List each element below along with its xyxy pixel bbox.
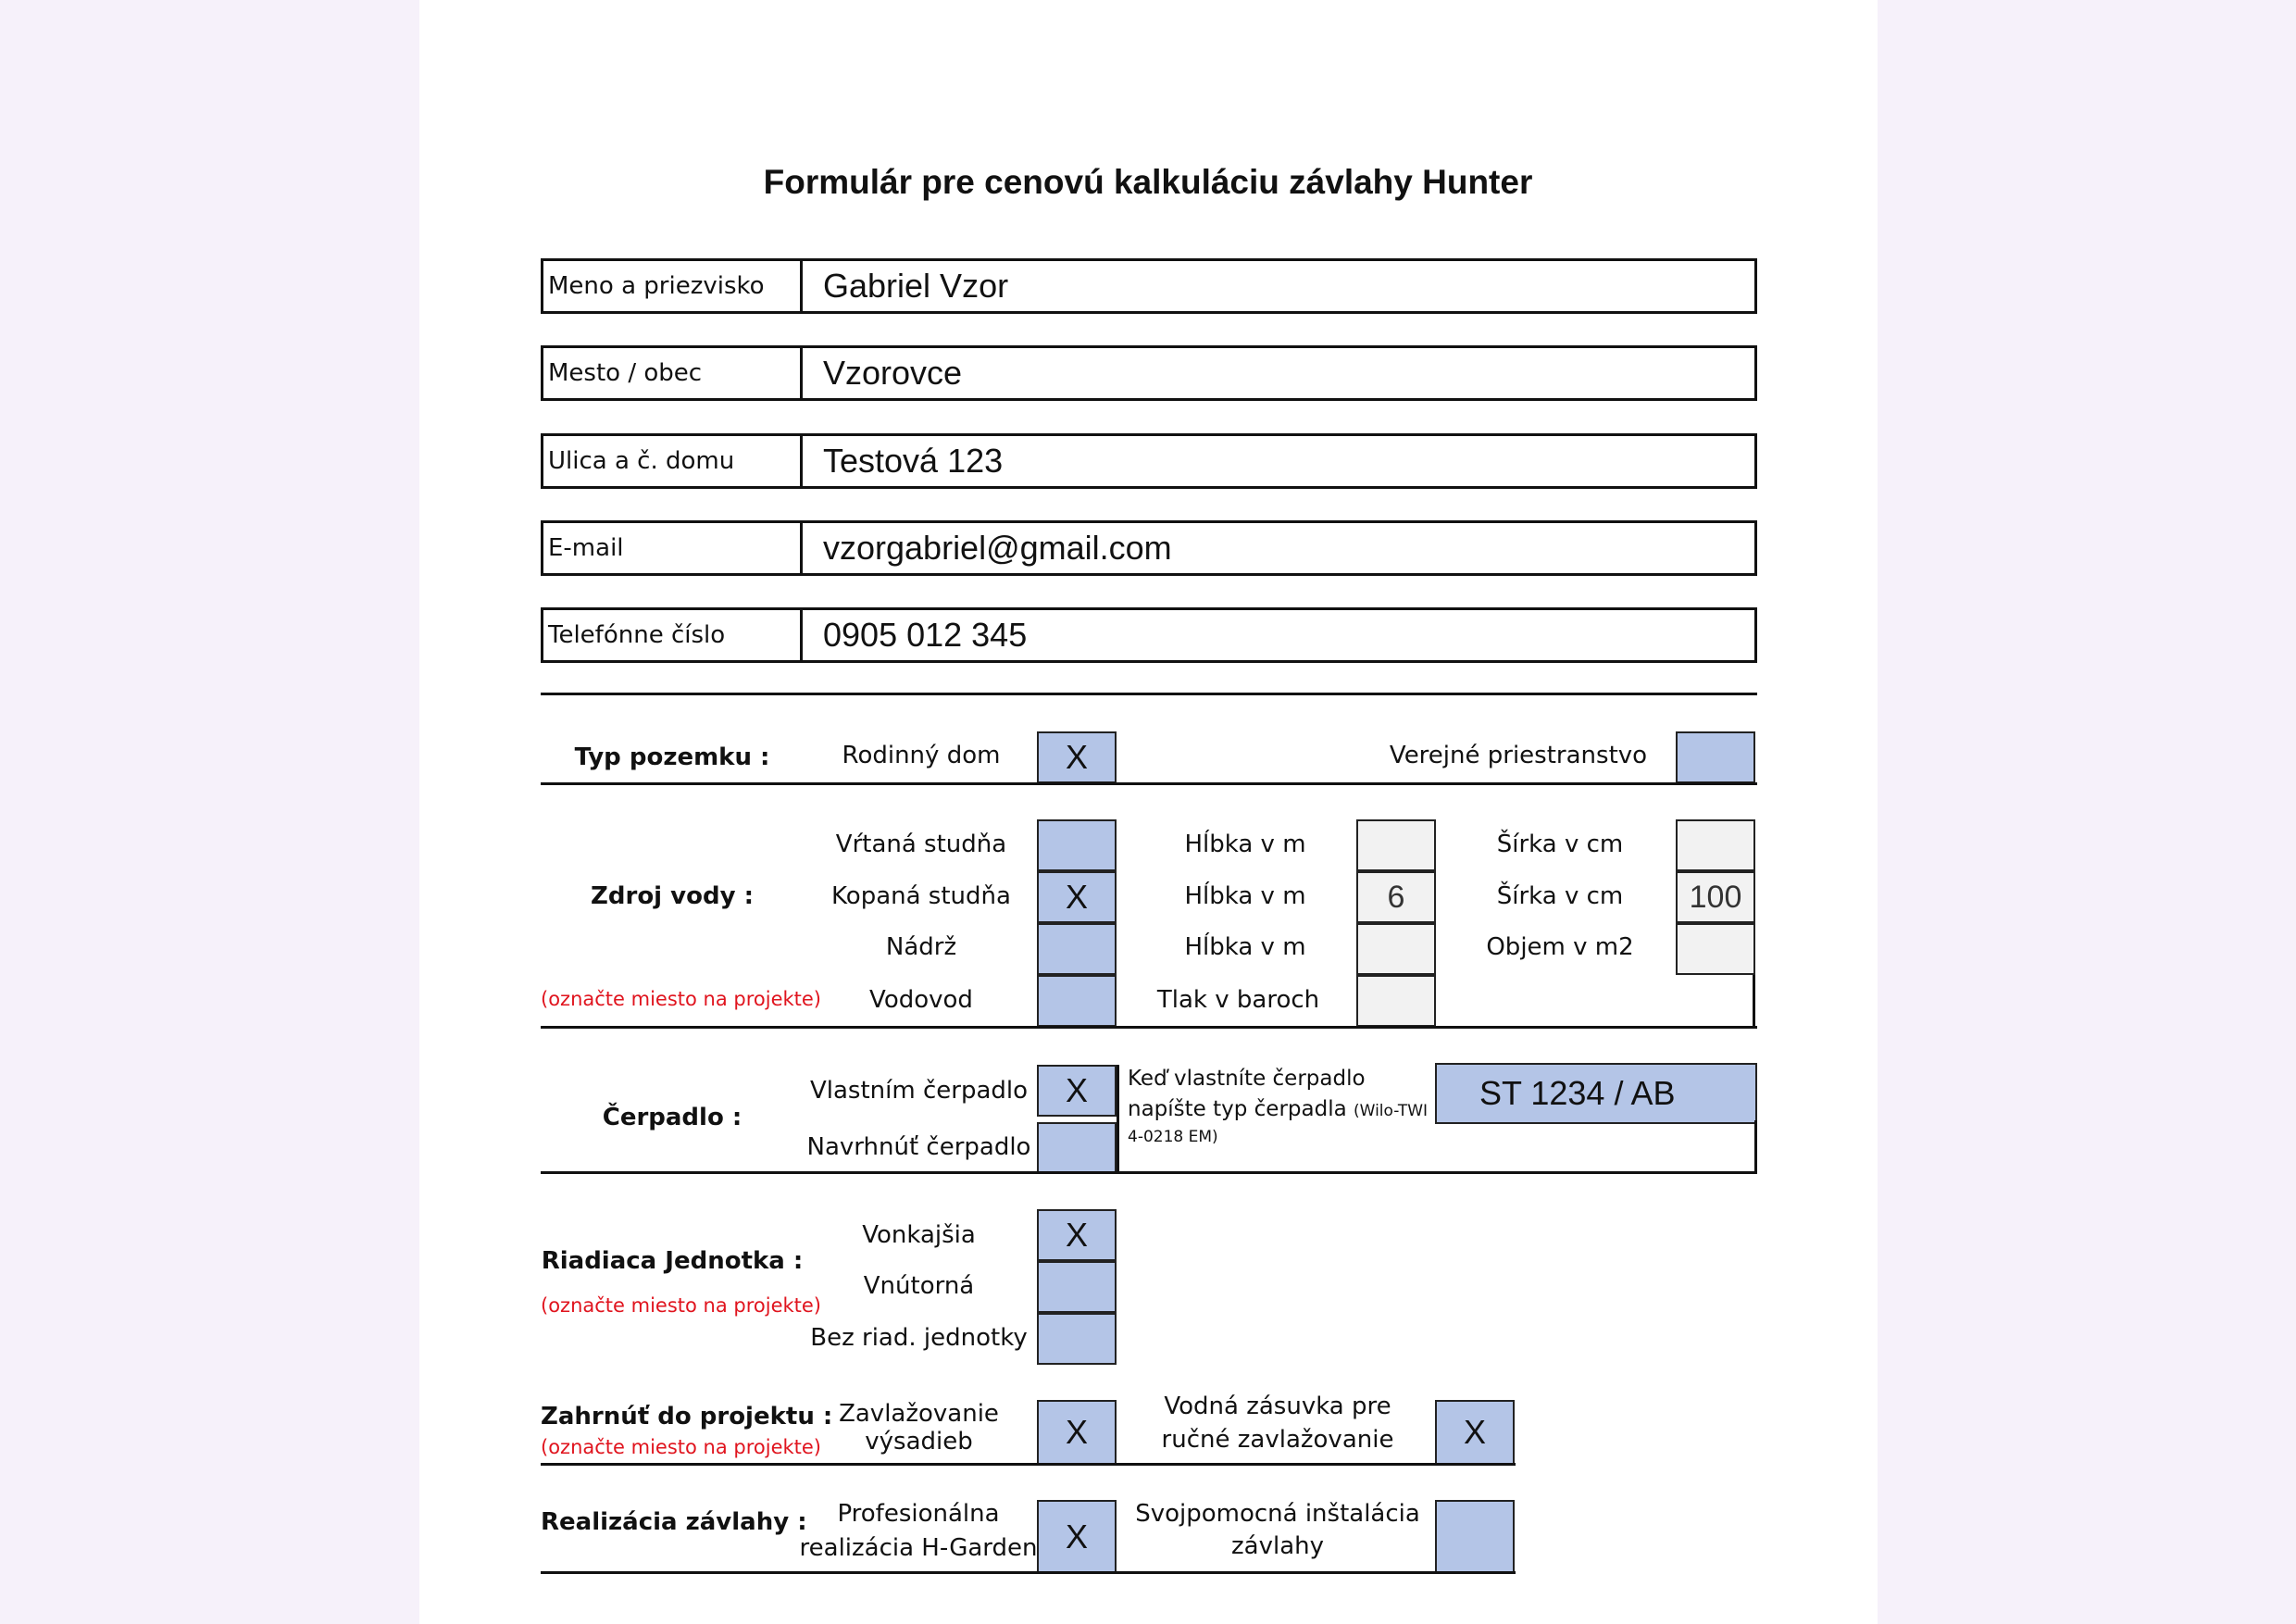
nadrz-hlbka-label: Hĺbka v m — [1184, 933, 1306, 961]
vrtana-studna-label: Vŕtaná studňa — [835, 831, 1007, 858]
bez-riadiacej-checkbox[interactable] — [1037, 1313, 1117, 1365]
rodinny-dom-label: Rodinný dom — [842, 742, 1001, 769]
zavlazovanie-checkbox[interactable]: X — [1037, 1400, 1117, 1465]
realizacia-heading: Realizácia závlahy : — [541, 1508, 807, 1536]
nadrz-objem-label: Objem v m2 — [1486, 933, 1634, 961]
name-row — [541, 258, 1757, 314]
vodovod-checkbox[interactable] — [1037, 975, 1117, 1027]
city-field[interactable]: Vzorovce — [823, 354, 963, 392]
section-divider — [541, 782, 1757, 785]
street-label: Ulica a č. domu — [543, 436, 803, 486]
profesionalna-label-line2: realizácia H-Garden — [799, 1534, 1038, 1562]
vodovod-tlak-label: Tlak v baroch — [1156, 986, 1320, 1014]
rodinny-dom-checkbox[interactable]: X — [1037, 731, 1117, 783]
form-page — [419, 0, 1878, 1624]
kopana-studna-checkbox[interactable]: X — [1037, 871, 1117, 923]
pump-hint-line1: Keď vlastníte čerpadlo — [1128, 1067, 1366, 1091]
name-label: Meno a priezvisko — [543, 261, 803, 311]
svojpomocna-checkbox[interactable] — [1435, 1500, 1515, 1574]
zahrnut-heading: Zahrnúť do projektu : — [541, 1403, 833, 1430]
email-row — [541, 520, 1757, 576]
section-divider — [541, 1026, 1757, 1029]
section-divider — [541, 1571, 1516, 1574]
zdroj-vody-note: (označte miesto na projekte) — [541, 988, 821, 1010]
pump-hint-line2: napíšte typ čerpadla (Wilo-TWI — [1128, 1097, 1429, 1121]
name-field[interactable]: Gabriel Vzor — [823, 267, 1009, 305]
profesionalna-label-line1: Profesionálna — [837, 1500, 1000, 1528]
phone-field[interactable]: 0905 012 345 — [823, 616, 1028, 654]
section-divider — [541, 1171, 1757, 1174]
section-divider — [541, 693, 1757, 695]
vodovod-tlak-input[interactable] — [1356, 975, 1436, 1027]
vonkajsia-label: Vonkajšia — [862, 1221, 976, 1249]
zahrnut-note: (označte miesto na projekte) — [541, 1436, 821, 1458]
section-border — [1117, 1065, 1119, 1174]
nadrz-checkbox[interactable] — [1037, 923, 1117, 975]
kopana-sirka-label: Šírka v cm — [1496, 882, 1624, 910]
zavlazovanie-label-line1: Zavlažovanie — [839, 1400, 999, 1428]
cerpadlo-heading: Čerpadlo : — [602, 1104, 742, 1131]
pump-hint-example: 4-0218 EM) — [1128, 1128, 1218, 1146]
kopana-hlbka-label: Hĺbka v m — [1184, 882, 1306, 910]
riadiaca-heading: Riadiaca Jednotka : — [541, 1247, 804, 1275]
svojpomocna-label-line2: závlahy — [1231, 1532, 1324, 1560]
riadiaca-note: (označte miesto na projekte) — [541, 1294, 821, 1317]
email-field[interactable]: vzorgabriel@gmail.com — [823, 529, 1172, 567]
vlastnim-cerpadlo-label: Vlastním čerpadlo — [809, 1077, 1029, 1105]
typ-pozemku-heading: Typ pozemku : — [574, 743, 770, 771]
vodovod-label: Vodovod — [869, 986, 973, 1014]
city-row — [541, 345, 1757, 401]
section-border — [1754, 1120, 1757, 1174]
section-divider — [541, 1463, 1516, 1466]
kopana-studna-label: Kopaná studňa — [831, 882, 1011, 910]
vrtana-sirka-input[interactable] — [1676, 819, 1755, 871]
email-label: E-mail — [543, 523, 803, 573]
vrtana-hlbka-label: Hĺbka v m — [1184, 831, 1306, 858]
nadrz-hlbka-input[interactable] — [1356, 923, 1436, 975]
bez-riadiacej-label: Bez riad. jednotky — [810, 1324, 1028, 1352]
vnutorna-label: Vnútorná — [863, 1272, 975, 1300]
kopana-sirka-input[interactable]: 100 — [1676, 871, 1755, 923]
vrtana-hlbka-input[interactable] — [1356, 819, 1436, 871]
vlastnim-cerpadlo-checkbox[interactable]: X — [1037, 1065, 1117, 1117]
svojpomocna-label-line1: Svojpomocná inštalácia — [1135, 1500, 1420, 1528]
vnutorna-checkbox[interactable] — [1037, 1261, 1117, 1313]
city-label: Mesto / obec — [543, 348, 803, 398]
street-field[interactable]: Testová 123 — [823, 442, 1004, 480]
navrhnut-cerpadlo-checkbox[interactable] — [1037, 1122, 1117, 1174]
verejne-priestranstvo-label: Verejné priestranstvo — [1389, 742, 1648, 769]
zdroj-vody-heading: Zdroj vody : — [591, 882, 754, 910]
profesionalna-checkbox[interactable]: X — [1037, 1500, 1117, 1574]
street-row — [541, 433, 1757, 489]
phone-row — [541, 607, 1757, 663]
phone-label: Telefónne číslo — [543, 610, 803, 660]
vrtana-studna-checkbox[interactable] — [1037, 819, 1117, 871]
nadrz-objem-input[interactable] — [1676, 923, 1755, 975]
vodna-zasuvka-label-line2: ručné zavlažovanie — [1161, 1426, 1394, 1454]
navrhnut-cerpadlo-label: Navrhnúť čerpadlo — [806, 1133, 1031, 1161]
vrtana-sirka-label: Šírka v cm — [1496, 831, 1624, 858]
vonkajsia-checkbox[interactable]: X — [1037, 1209, 1117, 1261]
zavlazovanie-label-line2: výsadieb — [865, 1428, 973, 1455]
section-border — [1753, 975, 1755, 1028]
verejne-priestranstvo-checkbox[interactable] — [1676, 731, 1755, 783]
form-title: Formulár pre cenovú kalkuláciu závlahy Hunter — [763, 163, 1533, 201]
nadrz-label: Nádrž — [885, 933, 957, 961]
pump-type-input[interactable]: ST 1234 / AB — [1435, 1063, 1757, 1124]
vodna-zasuvka-label-line1: Vodná zásuvka pre — [1164, 1393, 1391, 1420]
kopana-hlbka-input[interactable]: 6 — [1356, 871, 1436, 923]
vodna-zasuvka-checkbox[interactable]: X — [1435, 1400, 1515, 1465]
